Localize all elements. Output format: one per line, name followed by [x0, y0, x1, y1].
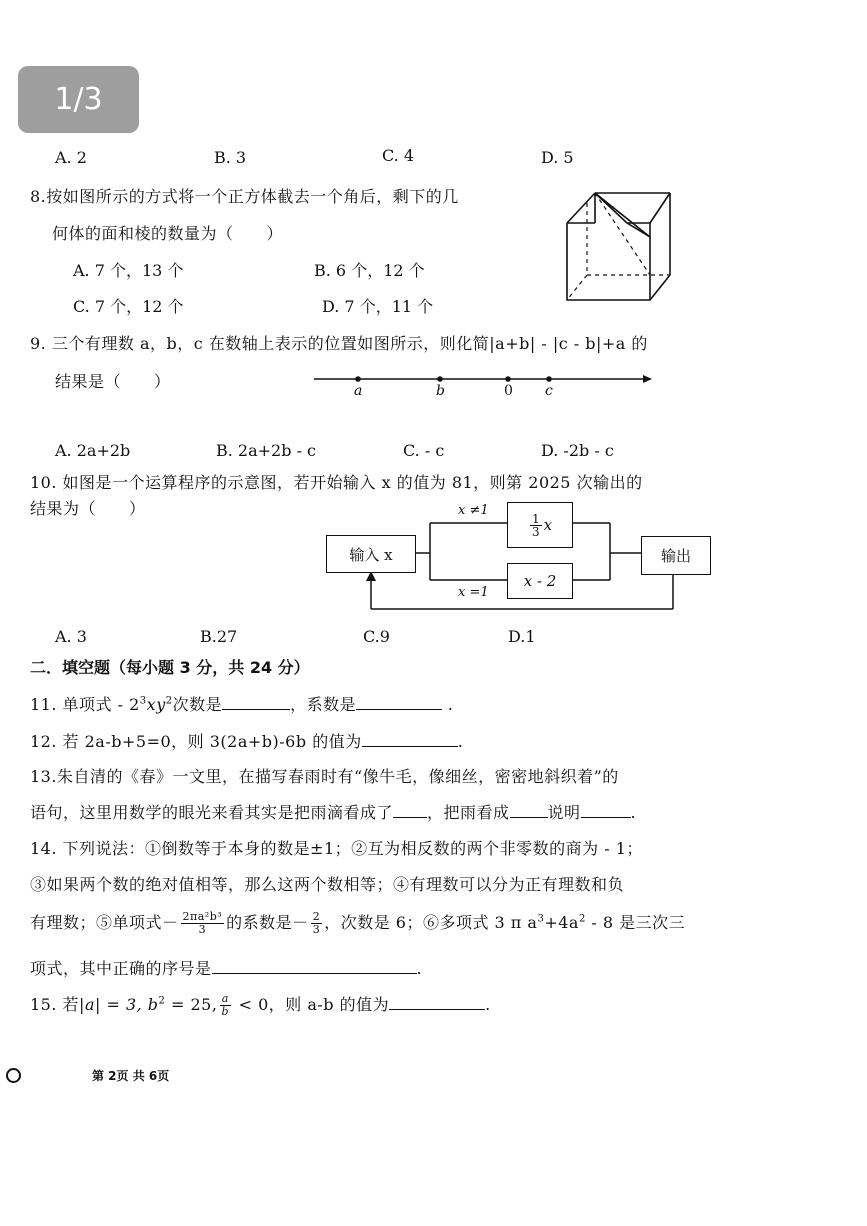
q14-frac-1-num: 2πa²b³ — [182, 910, 223, 923]
page-footer: 第 2页 共 6页 — [92, 1069, 170, 1083]
q14-exp-b: 2 — [578, 913, 586, 925]
q10-option-b: B.27 — [200, 627, 238, 646]
q15-exp: 2 — [158, 995, 166, 1007]
q8-line1: 8.按如图所示的方式将一个正方体截去一个角后，剩下的几 — [30, 187, 459, 206]
q13-line2b: ，把雨看成 — [427, 803, 510, 822]
q11-exp3: 3 — [139, 695, 147, 707]
op-minus-box — [507, 563, 573, 599]
q13-blank-2[interactable] — [510, 803, 548, 818]
q8-option-d: D. 7 个，11 个 — [322, 297, 434, 316]
q10-line2: 结果为（ ） — [30, 499, 146, 518]
q12-end: . — [457, 732, 464, 751]
q14-exp-a: 3 — [537, 913, 545, 925]
q14-frac-2-num: 2 — [312, 910, 321, 923]
q10-line1: 10. 如图是一个运算程序的示意图，若开始输入 x 的值为 81，则第 2025 次输出的 — [30, 473, 643, 492]
q10-option-d: D.1 — [508, 627, 536, 646]
q13-blank-1[interactable] — [393, 803, 427, 818]
q14-line2: ③如果两个数的绝对值相等，那么这两个数相等；④有理数可以分为正有理数和负 — [30, 875, 625, 894]
axis-label-zero: 0 — [504, 383, 513, 399]
q9-option-d: D. -2b - c — [541, 441, 614, 460]
condition-not-one: x ≠1 — [458, 503, 489, 518]
q14-end: . — [416, 959, 423, 978]
output-box-label: 输出 — [660, 547, 691, 565]
q13-line2c: 说明 — [547, 803, 581, 822]
point-b — [437, 376, 443, 382]
q14-line3b: 的系数是－ — [226, 913, 309, 932]
q14-frac-1-den: 3 — [198, 923, 207, 936]
q15-end: . — [485, 995, 491, 1014]
point-zero — [505, 376, 511, 382]
q11-exp2: 2 — [165, 695, 173, 707]
q10-option-a: A. 3 — [55, 627, 87, 646]
q8-option-b: B. 6 个，12 个 — [314, 261, 425, 280]
q15-abs: |a| = 3, b — [79, 995, 159, 1014]
q8-line2: 何体的面和棱的数量为（ ） — [52, 224, 284, 243]
q12-text: 12. 若 2a-b+5=0，则 3(2a+b)-6b 的值为 — [30, 732, 362, 751]
op-divide-box — [507, 502, 573, 548]
q14-line3e: - 8 是三次三 — [585, 913, 686, 932]
q15-frac-den: b — [221, 1005, 229, 1018]
q13-end: . — [630, 803, 637, 822]
q13-line2a: 语句，这里用数学的眼光来看其实是把雨滴看成了 — [30, 803, 394, 822]
q9-option-b: B. 2a+2b - c — [216, 441, 317, 460]
op-minus-label: x - 2 — [523, 572, 557, 590]
q9-line2: 结果是（ ） — [55, 372, 171, 391]
op-fraction-num: 1 — [531, 511, 540, 526]
q15-frac — [219, 993, 231, 1018]
page-indicator-badge: 1/3 — [18, 66, 139, 133]
q14-line3d: +4a — [544, 913, 579, 932]
q11-blank-coefficient[interactable] — [356, 695, 442, 710]
output-box — [641, 536, 711, 575]
q14-frac-2 — [311, 911, 323, 936]
axis-label-c: c — [545, 383, 553, 399]
input-box-label: 输入 x — [349, 545, 393, 564]
q11-end: . — [447, 695, 454, 714]
q12 — [30, 729, 463, 752]
op-fraction-var: x — [543, 516, 553, 534]
op-fraction — [530, 513, 542, 538]
q11-mid: xy — [146, 695, 166, 714]
q7-option-d: D. 5 — [541, 148, 574, 167]
q14-frac-2-den: 3 — [312, 923, 321, 936]
q14-line3 — [30, 910, 685, 936]
q14-line3a: 有理数；⑤单项式－ — [30, 913, 179, 932]
q9-option-a: A. 2a+2b — [55, 441, 131, 460]
q7-option-c: C. 4 — [382, 146, 415, 165]
number-line — [312, 368, 657, 404]
point-c — [546, 376, 552, 382]
input-box — [326, 535, 416, 573]
q13-line1: 13.朱自清的《春》一文里，在描写春雨时有“像牛毛，像细丝，密密地斜织着”的 — [30, 767, 619, 786]
q15-prefix: 15. 若 — [30, 995, 80, 1014]
q8-option-c: C. 7 个，12 个 — [73, 297, 184, 316]
q15-lt: < 0，则 a-b 的值为 — [233, 995, 390, 1014]
q15-blank[interactable] — [389, 995, 485, 1010]
condition-one: x =1 — [458, 585, 489, 600]
section-2-title: 二．填空题（每小题 3 分，共 24 分） — [30, 658, 310, 677]
q15-frac-num: a — [221, 992, 229, 1005]
q15 — [30, 992, 491, 1018]
q7-option-a: A. 2 — [55, 148, 87, 167]
q14-line4-text: 项式，其中正确的序号是 — [30, 959, 212, 978]
q7-option-b: B. 3 — [214, 148, 247, 167]
point-a — [355, 376, 361, 382]
truncated-cube-figure — [555, 185, 675, 305]
q8-option-a: A. 7 个，13 个 — [73, 261, 184, 280]
axis-label-b: b — [436, 383, 445, 399]
q14-line4 — [30, 956, 422, 979]
q13-blank-3[interactable] — [581, 803, 631, 818]
q11-prefix: 11. 单项式 - 2 — [30, 695, 140, 714]
q11-blank-degree[interactable] — [222, 695, 290, 710]
q15-eq: = 25, — [165, 995, 218, 1014]
q10-option-c: C.9 — [363, 627, 390, 646]
q13-line2 — [30, 800, 636, 823]
q14-frac-1 — [181, 911, 225, 936]
q9-line1: 9. 三个有理数 a，b，c 在数轴上表示的位置如图所示，则化简|a+b| - |c - b|+a 的 — [30, 334, 648, 353]
q11-mid2: ，系数是 — [290, 695, 357, 714]
binding-hole-icon — [6, 1068, 21, 1083]
q14-line1: 14. 下列说法：①倒数等于本身的数是±1；②互为相反数的两个非零数的商为 - 1； — [30, 839, 643, 858]
q12-blank[interactable] — [362, 732, 458, 747]
q11-after: 次数是 — [172, 695, 223, 714]
q14-blank[interactable] — [212, 959, 417, 974]
q11 — [30, 692, 453, 715]
q9-option-c: C. - c — [403, 441, 445, 460]
op-fraction-den: 3 — [531, 524, 540, 539]
q14-line3c: ，次数是 6；⑥多项式 3 π a — [324, 913, 538, 932]
axis-label-a: a — [354, 383, 363, 399]
